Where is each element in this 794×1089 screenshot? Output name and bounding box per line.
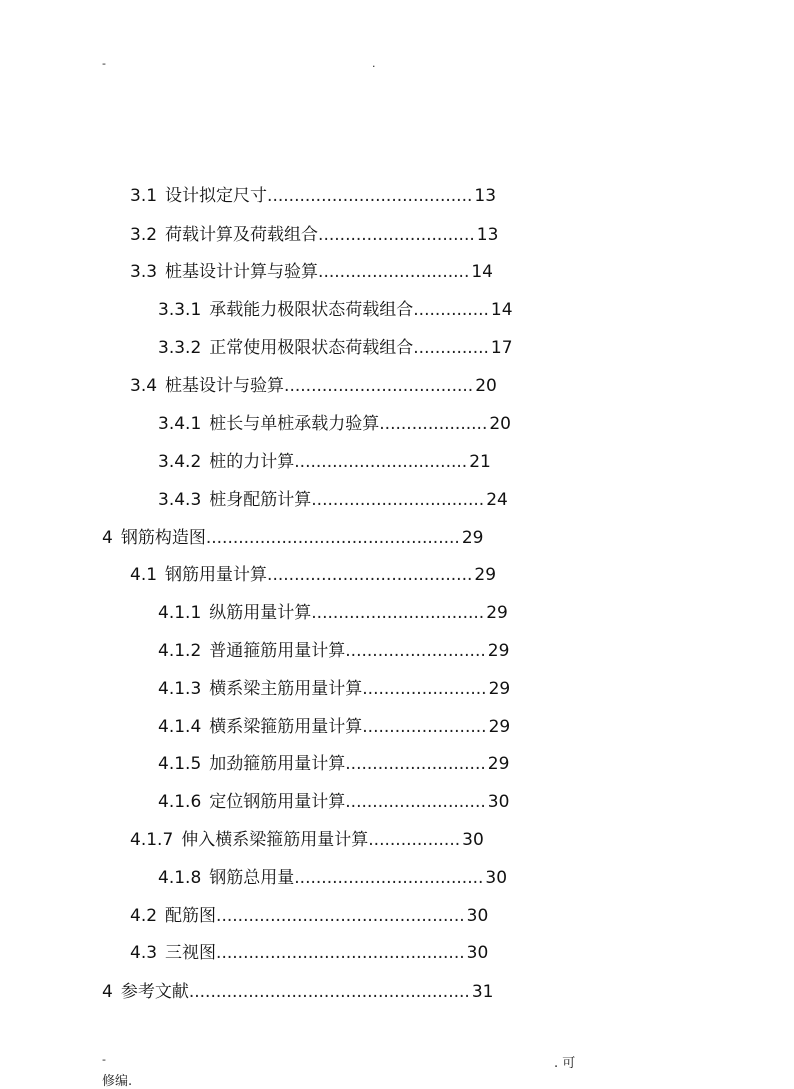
toc-number: 3.3.2	[158, 338, 202, 358]
toc-leader: ..............	[413, 300, 489, 320]
toc-entry[interactable]	[158, 336, 513, 360]
toc-entry[interactable]	[158, 677, 510, 701]
toc-title: 加劲箍筋用量计算	[209, 754, 346, 774]
toc-leader: .............................	[318, 225, 475, 245]
toc-page-number: 21	[469, 452, 491, 472]
toc-leader: ....................	[379, 414, 488, 434]
toc-leader: ................................	[294, 452, 468, 472]
toc-page-number: 29	[488, 679, 511, 699]
toc-number: 4.1.7	[130, 830, 174, 850]
toc-entry[interactable]	[130, 223, 498, 247]
toc-number: 4.1.8	[158, 868, 202, 888]
toc-number: 3.4.3	[158, 490, 202, 510]
toc-page-number: 13	[474, 186, 497, 206]
toc-leader: ....................................................	[188, 982, 470, 1002]
toc-title: 纵筋用量计算	[209, 603, 312, 623]
toc-page-number: 14	[490, 300, 513, 320]
toc-title: 桩的力计算	[209, 452, 295, 472]
toc-page-number: 30	[466, 906, 489, 926]
toc-entry[interactable]	[130, 828, 484, 852]
header-center-mark: .	[372, 57, 376, 70]
toc-page-number: 30	[485, 868, 508, 888]
toc-page-number: 29	[474, 565, 497, 585]
toc-number: 3.1	[130, 186, 158, 206]
toc-number: 4.1.1	[158, 603, 202, 623]
toc-title: 钢筋用量计算	[165, 565, 268, 585]
toc-entry[interactable]	[130, 563, 496, 587]
toc-number: 4	[102, 982, 113, 1002]
toc-number: 4	[102, 528, 113, 548]
toc-leader: ...................................	[284, 376, 474, 396]
toc-entry[interactable]	[158, 752, 509, 776]
toc-title: 定位钢筋用量计算	[209, 792, 346, 812]
toc-title: 桩长与单桩承载力验算	[209, 414, 380, 434]
toc-entry[interactable]	[102, 980, 493, 1004]
toc-page-number: 30	[487, 792, 510, 812]
toc-title: 普通箍筋用量计算	[209, 641, 346, 661]
toc-title: 配筋图	[165, 906, 217, 926]
toc-entry[interactable]	[158, 639, 509, 663]
toc-page-number: 31	[471, 982, 494, 1002]
toc-leader: ......................................	[267, 186, 473, 206]
toc-title: 桩基设计与验算	[165, 376, 285, 396]
toc-page-number: 20	[475, 376, 497, 396]
toc-number: 4.1.2	[158, 641, 202, 661]
footer-left-mark: -	[102, 1053, 106, 1066]
toc-entry[interactable]	[158, 601, 508, 625]
toc-leader: ..........................	[345, 754, 486, 774]
toc-entry[interactable]	[158, 715, 510, 739]
toc-number: 3.3.1	[158, 300, 202, 320]
toc-title: 参考文献	[120, 982, 189, 1002]
toc-title: 荷载计算及荷载组合	[165, 225, 319, 245]
toc-entry[interactable]	[130, 941, 488, 965]
toc-title: 横系梁箍筋用量计算	[209, 717, 363, 737]
toc-number: 3.3	[130, 262, 158, 282]
toc-page-number: 30	[466, 943, 489, 963]
footer-right-text: . 可	[554, 1056, 576, 1071]
toc-leader: ..........................	[345, 641, 486, 661]
toc-title: 钢筋构造图	[120, 528, 206, 548]
toc-entry[interactable]	[130, 374, 497, 398]
toc-title: 横系梁主筋用量计算	[209, 679, 363, 699]
toc-title: 钢筋总用量	[209, 868, 295, 888]
toc-page-number: 20	[489, 414, 511, 434]
toc-leader: ...................................	[294, 868, 484, 888]
toc-leader: .................	[368, 830, 461, 850]
toc-number: 4.1.3	[158, 679, 202, 699]
toc-leader: .......................	[362, 679, 487, 699]
toc-title: 伸入横系梁箍筋用量计算	[181, 830, 369, 850]
toc-title: 桩身配筋计算	[209, 490, 312, 510]
toc-entry[interactable]	[130, 904, 488, 928]
toc-page-number: 29	[487, 754, 510, 774]
toc-title: 三视图	[165, 943, 217, 963]
toc-leader: ..............................................	[216, 943, 465, 963]
toc-title: 承载能力极限状态荷载组合	[209, 300, 414, 320]
footer-line2: 修编.	[102, 1074, 133, 1089]
toc-number: 4.1	[130, 565, 158, 585]
toc-entry[interactable]	[158, 488, 508, 512]
toc-entry[interactable]	[158, 298, 513, 322]
toc-title: 正常使用极限状态荷载组合	[209, 338, 414, 358]
toc-number: 4.2	[130, 906, 158, 926]
toc-leader: ......................................	[267, 565, 473, 585]
toc-leader: ................................	[311, 603, 485, 623]
toc-page-number: 29	[487, 641, 510, 661]
toc-page-number: 24	[486, 490, 508, 510]
toc-page-number: 13	[476, 225, 499, 245]
toc-title: 设计拟定尺寸	[165, 186, 268, 206]
toc-entry[interactable]	[158, 790, 509, 814]
toc-page-number: 30	[462, 830, 484, 850]
toc-leader: ............................	[318, 262, 470, 282]
toc-number: 3.4.2	[158, 452, 202, 472]
toc-page-number: 29	[488, 717, 511, 737]
toc-number: 3.4.1	[158, 414, 202, 434]
toc-page-number: 17	[490, 338, 513, 358]
toc-number: 3.4	[130, 376, 158, 396]
toc-number: 4.3	[130, 943, 158, 963]
header-left-mark: -	[102, 57, 106, 70]
toc-leader: ..........................	[345, 792, 486, 812]
toc-leader: .......................	[362, 717, 487, 737]
toc-leader: ................................	[311, 490, 485, 510]
toc-leader: ...............................................	[205, 528, 460, 548]
toc-leader: ..............................................	[216, 906, 465, 926]
toc-number: 4.1.4	[158, 717, 202, 737]
toc-entry[interactable]	[158, 450, 491, 474]
toc-page-number: 14	[471, 262, 493, 282]
toc-title: 桩基设计计算与验算	[165, 262, 319, 282]
toc-number: 4.1.5	[158, 754, 202, 774]
toc-entry[interactable]	[130, 184, 496, 208]
toc-number: 4.1.6	[158, 792, 202, 812]
toc-number: 3.2	[130, 225, 158, 245]
toc-entry[interactable]	[130, 260, 493, 284]
toc-page-number: 29	[486, 603, 508, 623]
toc-entry[interactable]	[102, 526, 483, 550]
toc-entry[interactable]	[158, 412, 511, 436]
toc-entry[interactable]	[158, 866, 507, 890]
toc-leader: ..............	[413, 338, 489, 358]
toc-page-number: 29	[461, 528, 484, 548]
